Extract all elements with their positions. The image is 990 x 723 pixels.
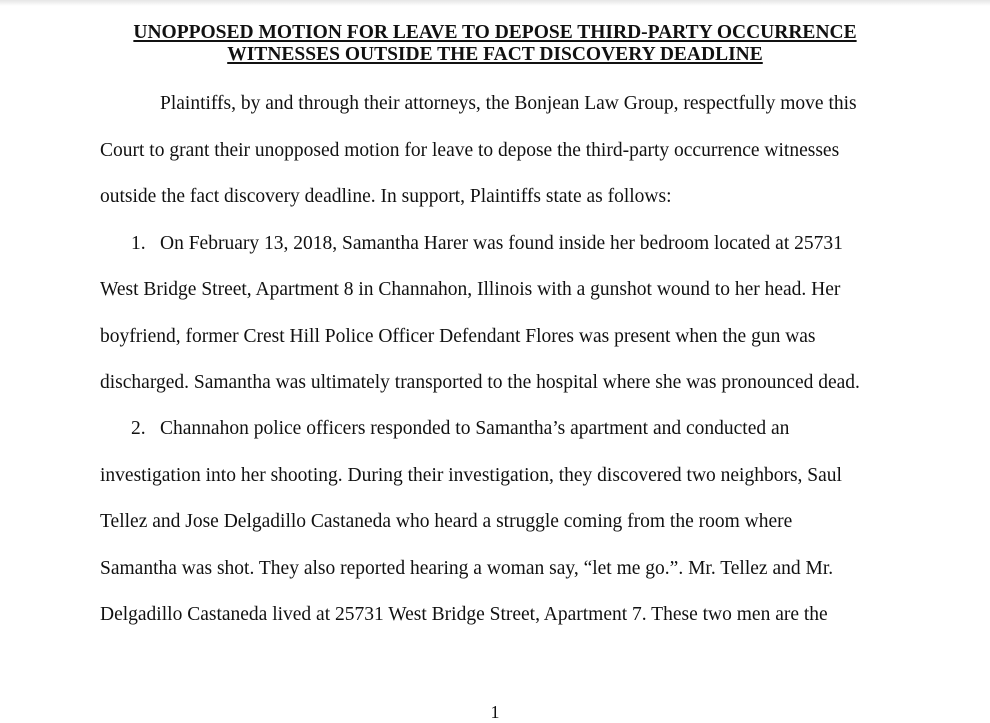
- paragraph-2-line-3: Tellez and Jose Delgadillo Castaneda who heard a struggle coming from the room where: [100, 511, 793, 532]
- document-title-text-1: UNOPPOSED MOTION FOR LEAVE TO DEPOSE THIRD-PARTY OCCURRENCE: [133, 22, 857, 43]
- paragraph-1-line-2: West Bridge Street, Apartment 8 in Channahon, Illinois with a gunshot wound to her head. Her: [100, 279, 841, 300]
- intro-line-1: Plaintiffs, by and through their attorneys, the Bonjean Law Group, respectfully move this: [160, 93, 857, 114]
- document-title-line-2: [0, 44, 990, 66]
- page-number: 1: [490, 702, 500, 722]
- intro-line-2: Court to grant their unopposed motion for leave to depose the third-party occurrence witnesses: [100, 140, 840, 161]
- paragraph-2-line-5: Delgadillo Castaneda lived at 25731 West Bridge Street, Apartment 7. These two men are the: [100, 604, 828, 625]
- paragraph-1-number: 1.: [131, 233, 146, 254]
- paragraph-2-line-4: Samantha was shot. They also reported hearing a woman say, “let me go.”. Mr. Tellez and Mr.: [100, 558, 834, 579]
- paragraph-2-line-1: Channahon police officers responded to Samantha’s apartment and conducted an: [160, 418, 790, 439]
- paragraph-1-line-1: On February 13, 2018, Samantha Harer was found inside her bedroom located at 25731: [160, 233, 843, 254]
- document-title-text-2: WITNESSES OUTSIDE THE FACT DISCOVERY DEADLINE: [227, 44, 763, 65]
- paragraph-1-line-3: boyfriend, former Crest Hill Police Officer Defendant Flores was present when the gun was: [100, 326, 816, 347]
- paragraph-1-line-4: discharged. Samantha was ultimately transported to the hospital where she was pronounced dead.: [100, 372, 860, 393]
- paragraph-2-line-2: investigation into her shooting. During their investigation, they discovered two neighbors, Saul: [100, 465, 842, 486]
- intro-line-3: outside the fact discovery deadline. In support, Plaintiffs state as follows:: [100, 186, 672, 207]
- paragraph-2-number: 2.: [131, 418, 146, 439]
- document-title-line-1: [0, 22, 990, 44]
